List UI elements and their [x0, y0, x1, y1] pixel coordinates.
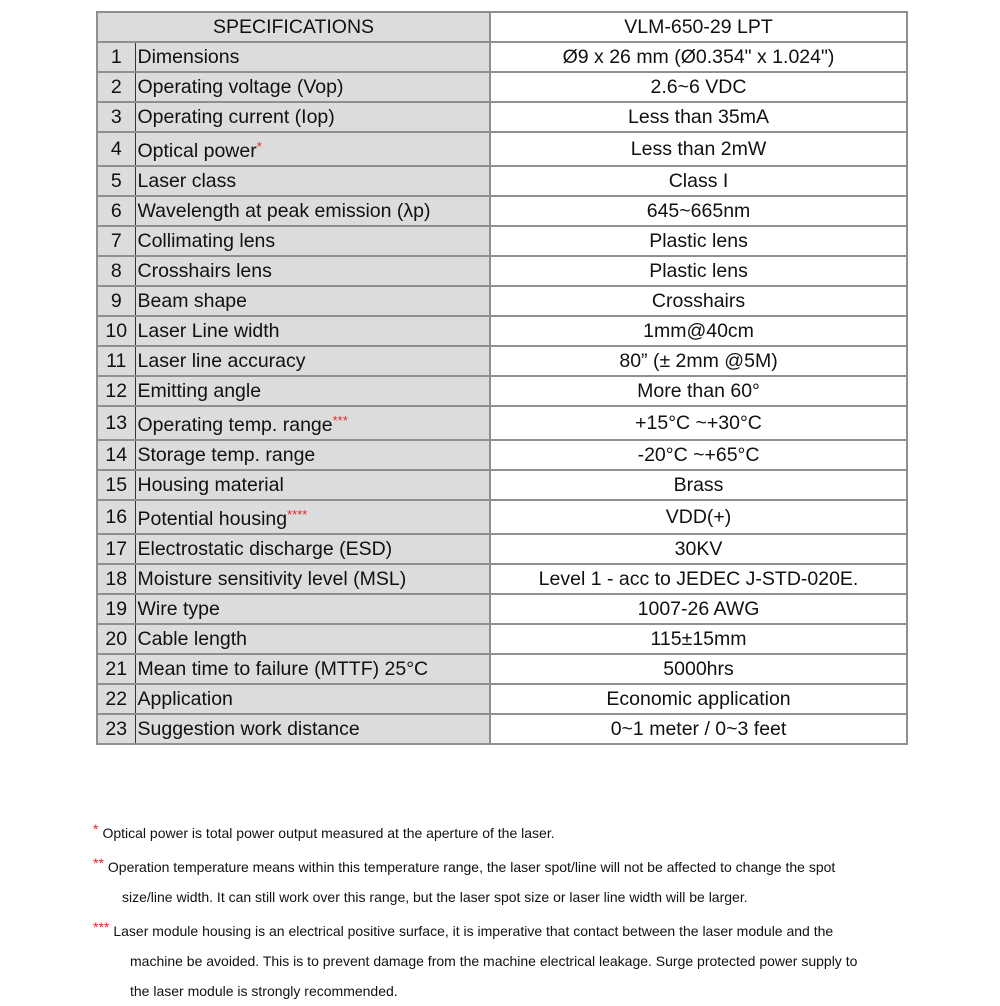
spec-label-cell	[135, 166, 490, 196]
spec-label: Operating current (Iop)	[137, 106, 335, 128]
spec-value: VDD(+)	[490, 500, 907, 534]
row-number: 13	[97, 406, 135, 440]
row-number: 17	[97, 534, 135, 564]
spec-value: -20°C ~+65°C	[490, 440, 907, 470]
table-row	[97, 256, 907, 286]
spec-label: Collimating lens	[137, 230, 276, 252]
spec-label: Wavelength at peak emission (λp)	[137, 200, 431, 222]
spec-label-cell	[135, 316, 490, 346]
spec-label: Mean time to failure (MTTF) 25°C	[137, 658, 429, 680]
row-number: 14	[97, 440, 135, 470]
row-number: 22	[97, 684, 135, 714]
spec-label: Electrostatic discharge (ESD)	[137, 538, 393, 560]
spec-label: Application	[137, 688, 233, 710]
footnotes	[93, 814, 913, 1006]
table-row	[97, 440, 907, 470]
specifications-heading: SPECIFICATIONS	[97, 12, 490, 42]
spec-label: Laser Line width	[137, 320, 280, 342]
spec-value: Level 1 - acc to JEDEC J-STD-020E.	[490, 564, 907, 594]
spec-label-cell	[135, 684, 490, 714]
spec-label: Beam shape	[137, 290, 247, 312]
spec-value: 1007-26 AWG	[490, 594, 907, 624]
table-row	[97, 500, 907, 534]
footnote-continuation: the laser module is strongly recommended.	[130, 983, 398, 999]
spec-value: Brass	[490, 470, 907, 500]
spec-label-cell	[135, 534, 490, 564]
spec-label-cell	[135, 42, 490, 72]
spec-value: Crosshairs	[490, 286, 907, 316]
spec-label-cell	[135, 376, 490, 406]
spec-label: Laser line accuracy	[137, 350, 306, 372]
spec-value: Class I	[490, 166, 907, 196]
row-number: 2	[97, 72, 135, 102]
spec-label-cell	[135, 500, 490, 534]
row-number: 15	[97, 470, 135, 500]
spec-label-cell	[135, 714, 490, 744]
spec-label: Wire type	[137, 598, 220, 620]
row-number: 23	[97, 714, 135, 744]
table-row	[97, 654, 907, 684]
spec-value: Ø9 x 26 mm (Ø0.354" x 1.024")	[490, 42, 907, 72]
row-number: 11	[97, 346, 135, 376]
spec-label-cell	[135, 440, 490, 470]
row-number: 6	[97, 196, 135, 226]
spec-value: Less than 35mA	[490, 102, 907, 132]
table-row	[97, 42, 907, 72]
row-number: 10	[97, 316, 135, 346]
table-row	[97, 316, 907, 346]
footnote-text: Optical power is total power output measured at the aperture of the laser.	[102, 825, 555, 841]
spec-label-cell	[135, 132, 490, 166]
spec-label-cell	[135, 564, 490, 594]
spec-label-cell	[135, 286, 490, 316]
footnote-marker: ****	[287, 507, 308, 522]
row-number: 1	[97, 42, 135, 72]
footnote-continuation: machine be avoided. This is to prevent damage from the machine electrical leakage. Surge protected power supply to	[130, 953, 858, 969]
spec-value: More than 60°	[490, 376, 907, 406]
footnote	[93, 814, 913, 848]
spec-value: Plastic lens	[490, 226, 907, 256]
row-number: 19	[97, 594, 135, 624]
table-row	[97, 166, 907, 196]
spec-label: Laser class	[137, 170, 237, 192]
row-number: 7	[97, 226, 135, 256]
table-row	[97, 376, 907, 406]
spec-label-cell	[135, 226, 490, 256]
footnote-marker: *	[93, 821, 99, 837]
table-row	[97, 534, 907, 564]
spec-label: Operating voltage (Vop)	[137, 76, 344, 98]
spec-label: Emitting angle	[137, 380, 262, 402]
spec-value: 645~665nm	[490, 196, 907, 226]
spec-value: Economic application	[490, 684, 907, 714]
spec-label: Potential housing	[137, 508, 288, 530]
spec-value: 5000hrs	[490, 654, 907, 684]
table-row	[97, 286, 907, 316]
table-header-row	[97, 12, 907, 42]
footnote-marker: ***	[93, 919, 110, 935]
footnote-text: Operation temperature means within this temperature range, the laser spot/line will not be affected to change the spot	[107, 859, 836, 875]
row-number: 8	[97, 256, 135, 286]
spec-label-cell	[135, 196, 490, 226]
row-number: 5	[97, 166, 135, 196]
spec-label-cell	[135, 346, 490, 376]
spec-label: Cable length	[137, 628, 247, 650]
table-row	[97, 346, 907, 376]
spec-value: 80” (± 2mm @5M)	[490, 346, 907, 376]
row-number: 9	[97, 286, 135, 316]
spec-label-cell	[135, 72, 490, 102]
row-number: 20	[97, 624, 135, 654]
model-heading: VLM-650-29 LPT	[490, 12, 907, 42]
table-row	[97, 684, 907, 714]
spec-label-cell	[135, 594, 490, 624]
table-row	[97, 196, 907, 226]
spec-label: Suggestion work distance	[137, 718, 360, 740]
table-row	[97, 102, 907, 132]
spec-label-cell	[135, 102, 490, 132]
footnote-marker: ***	[332, 413, 348, 428]
spec-label-cell	[135, 654, 490, 684]
footnote	[93, 912, 913, 1006]
spec-value: 0~1 meter / 0~3 feet	[490, 714, 907, 744]
specifications-table	[96, 11, 908, 745]
footnote	[93, 848, 913, 912]
spec-label: Operating temp. range	[137, 414, 333, 436]
spec-label-cell	[135, 624, 490, 654]
spec-label: Crosshairs lens	[137, 260, 272, 282]
spec-label: Moisture sensitivity level (MSL)	[137, 568, 407, 590]
table-row	[97, 72, 907, 102]
spec-label-cell	[135, 406, 490, 440]
row-number: 3	[97, 102, 135, 132]
spec-label: Storage temp. range	[137, 444, 316, 466]
row-number: 12	[97, 376, 135, 406]
table-row	[97, 132, 907, 166]
spec-value: Less than 2mW	[490, 132, 907, 166]
table-row	[97, 714, 907, 744]
spec-label-cell	[135, 470, 490, 500]
table-row	[97, 624, 907, 654]
footnote-marker: **	[93, 855, 104, 871]
spec-value: 30KV	[490, 534, 907, 564]
spec-label: Dimensions	[137, 46, 240, 68]
spec-value: 2.6~6 VDC	[490, 72, 907, 102]
table-row	[97, 406, 907, 440]
footnote-text: Laser module housing is an electrical positive surface, it is imperative that contact between the laser module and the	[113, 923, 834, 939]
spec-value: Plastic lens	[490, 256, 907, 286]
spec-value: 1mm@40cm	[490, 316, 907, 346]
spec-label: Optical power	[137, 140, 257, 162]
table-row	[97, 594, 907, 624]
spec-label-cell	[135, 256, 490, 286]
spec-value: +15°C ~+30°C	[490, 406, 907, 440]
row-number: 16	[97, 500, 135, 534]
spec-label: Housing material	[137, 474, 284, 496]
row-number: 18	[97, 564, 135, 594]
table-row	[97, 564, 907, 594]
footnote-marker: *	[256, 139, 262, 154]
table-row	[97, 226, 907, 256]
spec-value: 115±15mm	[490, 624, 907, 654]
footnote-continuation: size/line width. It can still work over this range, but the laser spot size or laser line width will be larger.	[122, 889, 748, 905]
row-number: 21	[97, 654, 135, 684]
table-row	[97, 470, 907, 500]
row-number: 4	[97, 132, 135, 166]
